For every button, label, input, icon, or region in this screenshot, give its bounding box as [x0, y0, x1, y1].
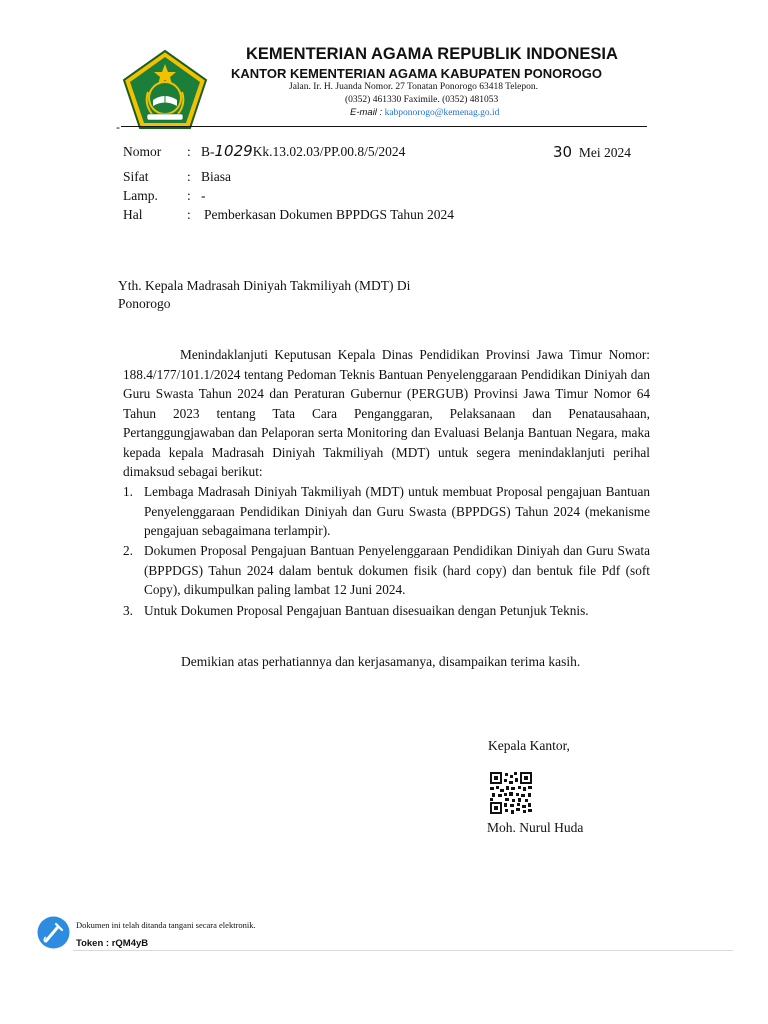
electronic-signature-icon: [37, 916, 70, 949]
office-email-line: [350, 107, 499, 118]
list-number: 2.: [123, 543, 133, 558]
sifat-colon: :: [187, 169, 191, 184]
footer-divider: [73, 950, 733, 951]
ministry-name: KEMENTERIAN AGAMA REPUBLIK INDONESIA: [246, 45, 618, 63]
list-item-1: Lembaga Madrasah Diniyah Takmiliyah (MDT) untuk membuat Proposal pengajuan Bantuan Penyelenggaraan Pendidikan Diniyah dan Guru Swasta (BPPDGS) Tahun 2024 (mekanisme pengajuan sebagaimana terlampir).: [144, 484, 650, 538]
hal-value: Pemberkasan Dokumen BPPDGS Tahun 2024: [204, 207, 455, 222]
letter-date: [553, 143, 631, 161]
header-divider-mark: -: [116, 120, 120, 134]
office-phone: (0352) 461330 Faximile. (0352) 481053: [345, 95, 499, 105]
list-number: 3.: [123, 603, 133, 618]
email-link[interactable]: kabponorogo@kemenag.go.id: [384, 108, 500, 118]
sifat-value: Biasa: [201, 169, 231, 184]
body-intro: Menindaklanjuti Keputusan Kepala Dinas Pendidikan Provinsi Jawa Timur Nomor: 188.4/177/101.1/2024 tentang Pedoman Teknis Bantuan Penyelenggaraan Pendidikan Diniyah dan Guru Swasta Tahun 2024 dan Peraturan Gubernur (PERGUB) Provinsi Jawa Timur Nomor 64 Tahun 2023 tentang Tata Cara Penganggaran, Pelaksanaan dan Penatausahaan, Pertanggungjawaban dan Pelaporan serta Monitoring dan Evaluasi Belanja Bantuan Negara, maka kepada kepala Madrasah Diniyah Takmiliyah (MDT) untuk segera menindaklanjuti perihal dimaksud sebagai berikut:: [123, 347, 650, 479]
hal-colon: :: [187, 207, 191, 222]
signatory-name: Moh. Nurul Huda: [487, 820, 584, 835]
email-label: E-mail :: [350, 107, 383, 118]
nomor-label: Nomor: [123, 144, 162, 159]
list-item-2: Dokumen Proposal Pengajuan Bantuan Penyelenggaraan Pendidikan Diniyah dan Guru Swata (BPPDGS) Tahun 2024 dalam bentuk dokumen fisik (hard copy) dan bentuk file Pdf (soft Copy), dikumpulkan paling lambat 12 Juni 2024.: [144, 543, 650, 597]
recipient-line-1: Yth. Kepala Madrasah Diniyah Takmiliyah (MDT) Di: [118, 278, 411, 293]
signature-title: Kepala Kantor,: [488, 738, 570, 753]
header-divider: [121, 126, 647, 127]
list-item-3: Untuk Dokumen Proposal Pengajuan Bantuan disesuaikan dengan Petunjuk Teknis.: [144, 603, 589, 618]
list-number: 1.: [123, 484, 133, 499]
nomor-prefix: B-: [201, 144, 215, 159]
date-month-year: Mei 2024: [578, 145, 631, 160]
token-text: Token : rQM4yB: [76, 938, 149, 949]
ministry-logo: [120, 48, 210, 132]
e-sign-note: Dokumen ini telah ditanda tangani secara elektronik.: [76, 920, 256, 930]
office-name: KANTOR KEMENTERIAN AGAMA KABUPATEN PONOROGO: [231, 66, 602, 81]
closing-text: Demikian atas perhatiannya dan kerjasamanya, disampaikan terima kasih.: [181, 654, 581, 669]
nomor-colon: :: [187, 144, 191, 159]
qr-code-icon: [490, 772, 532, 814]
lamp-label: Lamp.: [123, 188, 158, 203]
lamp-value: -: [201, 188, 206, 203]
office-address: Jalan. Ir. H. Juanda Nomor. 27 Tonatan Ponorogo 63418 Telepon.: [289, 82, 538, 92]
nomor-suffix: Kk.13.02.03/PP.00.8/5/2024: [252, 144, 406, 159]
sifat-label: Sifat: [123, 169, 149, 184]
hal-label: Hal: [123, 207, 143, 222]
recipient-line-2: Ponorogo: [118, 296, 171, 311]
date-day: 30: [553, 143, 573, 161]
nomor-value: [201, 142, 405, 160]
lamp-colon: :: [187, 188, 191, 203]
nomor-handwritten: 1029: [214, 142, 253, 160]
